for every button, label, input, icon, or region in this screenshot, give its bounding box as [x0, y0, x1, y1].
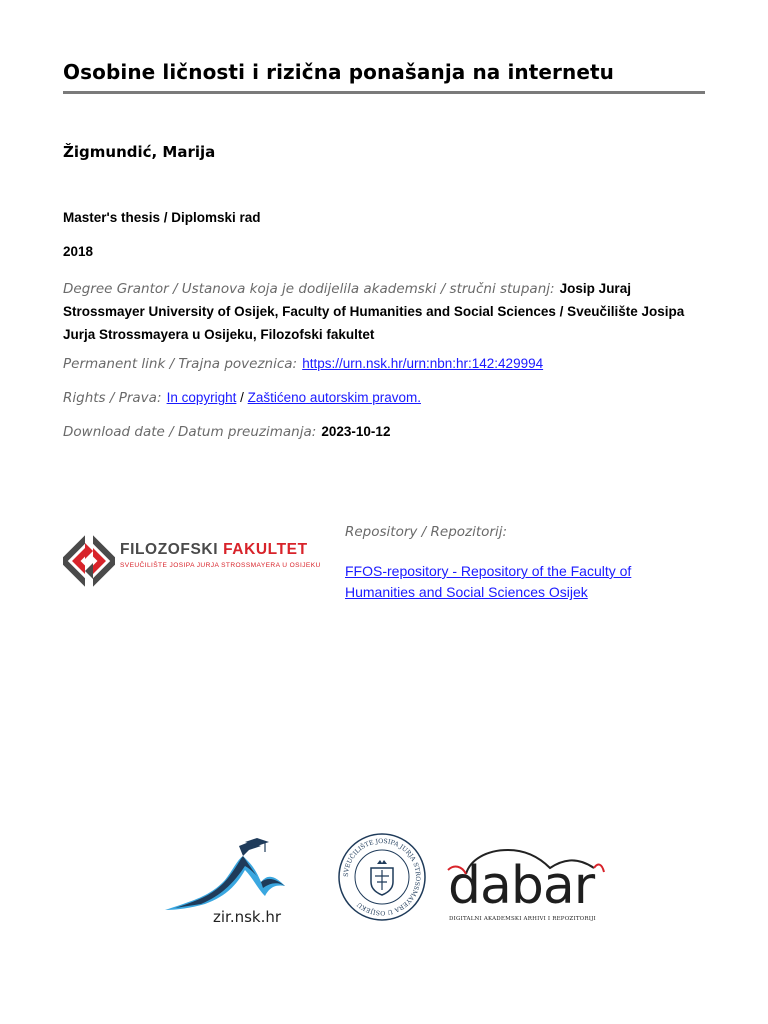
zir-text: zir.nsk.hr [213, 908, 282, 926]
download-date-row [63, 421, 390, 440]
seal-text: SVEUČILIŠTE JOSIPA JURJA STROSSMAYERA U OSIJEKU [342, 837, 422, 917]
zir-logo[interactable] [165, 838, 325, 933]
ffos-name-2: FAKULTET [223, 541, 308, 558]
ffos-emblem-icon [63, 535, 115, 587]
dabar-subtitle: DIGITALNI AKADEMSKI ARHIVI I REPOZITORIJI [449, 916, 596, 922]
grantor-label: Degree Grantor / Ustanova koja je dodijelila akademski / stručni stupanj: [63, 281, 555, 297]
university-seal-icon [337, 832, 427, 922]
download-label: Download date / Datum preuzimanja: [63, 424, 317, 440]
document-title: Osobine ličnosti i rizična ponašanja na internetu [63, 60, 615, 84]
rights-separator: / [236, 390, 248, 405]
download-date: 2023-10-12 [321, 424, 391, 439]
repository-link[interactable]: FFOS-repository - Repository of the Faculty of Humanities and Social Sciences Osijek [345, 563, 632, 600]
thesis-type: Master's thesis / Diplomski rad [63, 210, 261, 225]
permalink-label: Permanent link / Trajna poveznica: [63, 356, 298, 372]
grantor-value: Josip Juraj Strossmayer University of Osijek, Faculty of Humanities and Social Sciences / Sveučilište Josipa Jurja Strossmayera u Osijeku, Filozofski fakultet [63, 281, 685, 342]
dabar-logo[interactable] [446, 846, 606, 928]
dabar-wordmark: dabar [448, 856, 595, 916]
rights-zasticeno-link[interactable]: Zaštićeno autorskim pravom. [247, 390, 421, 405]
permanent-link-row [63, 353, 543, 372]
rights-in-copyright-link[interactable]: In copyright [166, 390, 237, 405]
title-divider [63, 91, 705, 94]
author-name: Žigmundić, Marija [63, 143, 216, 161]
ffos-logo [63, 535, 325, 587]
degree-grantor [63, 277, 713, 346]
rights-row [63, 387, 421, 406]
zir-mountain-icon [165, 838, 325, 913]
ffos-subtitle: SVEUČILIŠTE JOSIPA JURJA STROSSMAYERA U OSIJEKU [120, 562, 321, 569]
repository-link-wrap [345, 561, 645, 603]
rights-label: Rights / Prava: [63, 390, 162, 406]
repository-label: Repository / Repozitorij: [345, 524, 508, 540]
university-seal [337, 832, 427, 922]
permalink-link[interactable]: https://urn.nsk.hr/urn:nbn:hr:142:429994 [302, 356, 544, 371]
ffos-name-1: FILOZOFSKI [120, 541, 219, 558]
ffos-name [120, 541, 308, 559]
thesis-year: 2018 [63, 244, 94, 259]
